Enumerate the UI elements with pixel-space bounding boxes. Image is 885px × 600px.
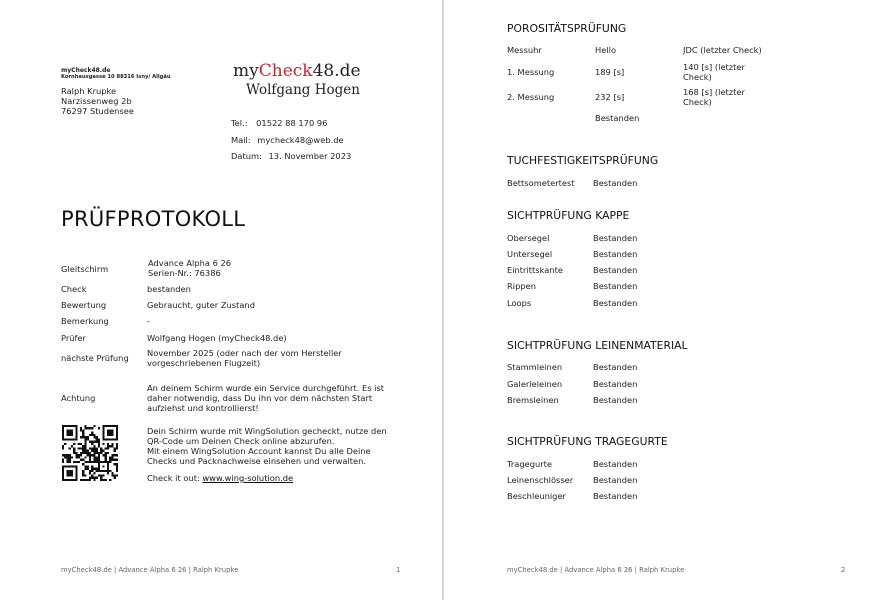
porositaet-heading: POROSITÄTSPRÜFUNG [507, 22, 627, 35]
porositaet-result: Bestanden [595, 113, 640, 123]
messung-2-label: 2. Messung [507, 92, 555, 102]
naechste-value-1: November 2025 (oder nach der vom Hersteller [147, 348, 342, 358]
kappe-value-untersegel: Bestanden [593, 249, 638, 259]
kappe-label-obersegel: Obersegel [507, 233, 550, 243]
porositaet-col-hello: Hello [595, 45, 617, 55]
kappe-label-untersegel: Untersegel [507, 249, 553, 259]
mail-value: mycheck48@web.de [257, 135, 344, 145]
achtung-label: Achtung [61, 393, 96, 403]
achtung-text-2: daher notwendig, dass Du ihn vor dem nächsten Start [147, 393, 373, 403]
kappe-value-rippen: Bestanden [593, 281, 638, 291]
kappe-value-obersegel: Bestanden [593, 233, 638, 243]
kappe-label-eintrittskante: Eintrittskante [507, 265, 563, 275]
qr-code-icon[interactable] [62, 425, 118, 481]
checkit-prefix: Check it out: [147, 473, 200, 483]
wing-text-1: Dein Schirm wurde mit WingSolution gecheckt, nutze den [147, 426, 387, 436]
logo [233, 61, 361, 81]
footer-text-1: myCheck48.de | Advance Alpha 6 26 | Ralph Krupke [61, 566, 239, 574]
trage-label-tragegurte: Tragegurte [507, 459, 553, 469]
footer-page-1: 1 [396, 566, 401, 574]
date-label: Datum: [231, 151, 262, 161]
gleitschirm-model: Advance Alpha 6 26 [148, 258, 232, 268]
kappe-heading: SICHTPRÜFUNG KAPPE [507, 209, 630, 222]
tel-label: Tel.: [231, 118, 248, 128]
messung-1-last-1: 140 [s] (letzter [683, 62, 745, 72]
achtung-text-1: An deinem Schirm wurde ein Service durchgeführt. Es ist [147, 383, 385, 393]
messung-1-label: 1. Messung [507, 67, 555, 77]
messung-2-last-1: 168 [s] (letzter [683, 87, 745, 97]
check-label: Check [61, 284, 87, 294]
leinen-heading: SICHTPRÜFUNG LEINENMATERIAL [507, 339, 688, 352]
wing-text-2: QR-Code um Deinen Check online abzurufen. [147, 436, 335, 446]
recipient-name: Ralph Krupke [61, 86, 117, 96]
achtung-text-3: aufziehst und kontrollierst! [147, 403, 259, 413]
trage-value-beschleuniger: Bestanden [593, 491, 638, 501]
tuch-heading: TUCHFESTIGKEITSPRÜFUNG [507, 154, 659, 167]
page-2 [444, 0, 885, 600]
recipient-city: 76297 Studensee [61, 106, 134, 116]
sender-name: myCheck48.de [61, 67, 111, 74]
tel-value: 01522 88 170 96 [256, 118, 328, 128]
leinen-value-bremsleinen: Bestanden [593, 395, 638, 405]
bewertung-value: Gebraucht, guter Zustand [147, 300, 255, 310]
kappe-value-loops: Bestanden [593, 298, 638, 308]
leinen-value-stammleinen: Bestanden [593, 362, 638, 372]
trage-heading: SICHTPRÜFUNG TRAGEGURTE [507, 435, 668, 448]
wing-text-3: Mit einem WingSolution Account kannst Du alle Deine [147, 446, 371, 456]
bemerkung-label: Bemerkung [61, 316, 109, 326]
trage-label-beschleuniger: Beschleuniger [507, 491, 566, 501]
contact-mail [231, 135, 344, 145]
leinen-label-bremsleinen: Bremsleinen [507, 395, 559, 405]
wing-text-4: Checks und Packnachweise einsehen und verwalten. [147, 456, 367, 466]
bewertung-label: Bewertung [61, 300, 107, 310]
trage-label-leinenschloesser: Leinenschlösser [507, 475, 574, 485]
messung-1-last-2: Check) [683, 72, 712, 82]
wing-solution-link[interactable]: www.wing-solution.de [202, 473, 294, 483]
contact-date [231, 151, 351, 161]
date-value: 13. November 2023 [268, 151, 352, 161]
check-value: bestanden [147, 284, 191, 294]
logo-part-my: my [233, 61, 259, 81]
mail-label: Mail: [231, 135, 251, 145]
leinen-value-galerieleinen: Bestanden [593, 379, 638, 389]
page-1 [0, 0, 442, 600]
kappe-label-loops: Loops [507, 298, 532, 308]
contact-tel [231, 118, 327, 128]
naechste-value-2: vorgeschriebenen Flugzeit) [147, 358, 261, 368]
footer-text-2: myCheck48.de | Advance Alpha 6 26 | Ralph Krupke [507, 566, 685, 574]
porositaet-col-messuhr: Messuhr [507, 45, 542, 55]
pruefer-value: Wolfgang Hogen (myCheck48.de) [147, 333, 287, 343]
tuch-value: Bestanden [593, 178, 638, 188]
trage-value-leinenschloesser: Bestanden [593, 475, 638, 485]
pruefer-label: Prüfer [61, 333, 86, 343]
leinen-label-galerieleinen: Galerieleinen [507, 379, 563, 389]
messung-2-last-2: Check) [683, 97, 712, 107]
trage-value-tragegurte: Bestanden [593, 459, 638, 469]
kappe-value-eintrittskante: Bestanden [593, 265, 638, 275]
gleitschirm-serial: Serien-Nr.: 76386 [148, 268, 221, 278]
wing-checkit [147, 473, 293, 483]
naechste-label: nächste Prüfung [61, 353, 129, 363]
leinen-label-stammleinen: Stammleinen [507, 362, 563, 372]
footer-page-2: 2 [841, 566, 846, 574]
messung-2-value: 232 [s] [595, 92, 625, 102]
logo-part-48: 48.de [312, 61, 361, 81]
gleitschirm-label: Gleitschirm [61, 264, 109, 274]
sender-address: Kornhausgasse 10 88316 Isny/ Allgäu [61, 74, 171, 80]
porositaet-col-jdc: JDC (letzter Check) [683, 45, 762, 55]
kappe-label-rippen: Rippen [507, 281, 536, 291]
messung-1-value: 189 [s] [595, 67, 625, 77]
logo-subtitle: Wolfgang Hogen [246, 82, 360, 98]
bemerkung-value: - [147, 316, 150, 326]
tuch-label: Bettsometertest [507, 178, 575, 188]
logo-part-check: Check [258, 61, 313, 81]
page-title: PRÜFPROTOKOLL [61, 207, 246, 231]
recipient-street: Narzissenweg 2b [61, 96, 132, 106]
